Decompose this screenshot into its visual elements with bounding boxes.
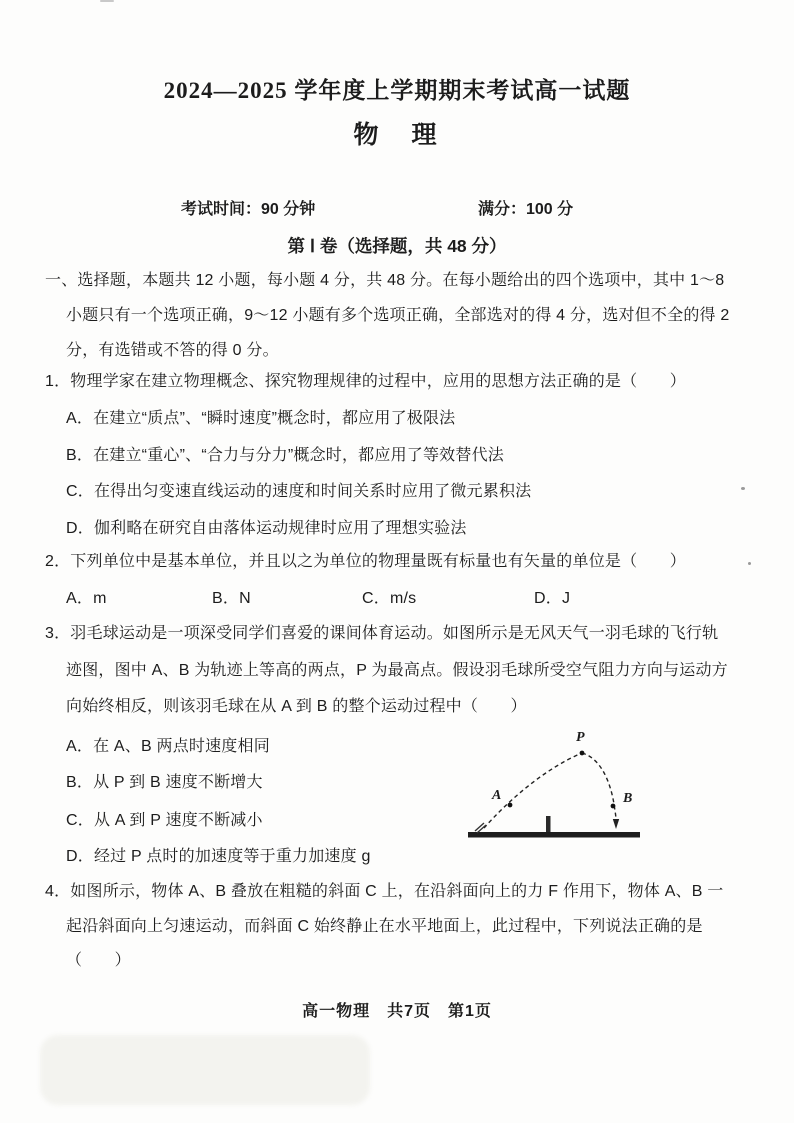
question-1-option-b: B．在建立“重心”、“合力与分力”概念时，都应用了等效替代法 <box>66 447 504 464</box>
question-1-stem: 1．物理学家在建立物理概念、探究物理规律的过程中，应用的思想方法正确的是（ ） <box>45 373 686 390</box>
intro-line: 分，有选错或不答的得 0 分。 <box>66 342 279 359</box>
exam-title: 2024—2025 学年度上学期期末考试高一试题 <box>163 78 631 103</box>
question-2-option-c: C．m/s <box>362 590 417 607</box>
badminton-trajectory-figure <box>460 730 648 849</box>
question-4-stem-line: 起沿斜面向上匀速运动，而斜面 C 始终静止在水平地面上，此过程中，下列说法正确的是 <box>66 918 703 935</box>
question-3-stem-line: 迹图，图中 A、B 为轨迹上等高的两点，P 为最高点。假设羽毛球所受空气阻力方向与运动方 <box>66 662 728 679</box>
intro-line: 小题只有一个选项正确，9～12 小题有多个选项正确，全部选对的得 4 分，选对但不全的得 2 <box>66 307 730 324</box>
question-3-option-a: A．在 A、B 两点时速度相同 <box>66 738 270 755</box>
question-3-option-c: C．从 A 到 P 速度不断减小 <box>66 812 263 829</box>
question-3-option-b: B．从 P 到 B 速度不断增大 <box>66 774 263 791</box>
section-heading: 第 Ⅰ 卷（选择题，共 48 分） <box>287 236 507 256</box>
scan-speck <box>100 0 114 2</box>
question-2-option-a: A．m <box>66 590 107 607</box>
question-4-stem-line: （ ） <box>66 952 131 969</box>
figure-point-b-label: B <box>623 791 633 806</box>
figure-point-p-label: P <box>576 730 585 745</box>
intro-line: 一、选择题，本题共 12 小题，每小题 4 分，共 48 分。在每小题给出的四个选项中，其中 1～8 <box>45 272 725 289</box>
full-score-label: 满分：100 分 <box>478 201 574 218</box>
question-1-option-c: C．在得出匀变速直线运动的速度和时间关系时应用了微元累积法 <box>66 483 532 500</box>
question-3-option-d: D．经过 P 点时的加速度等于重力加速度 g <box>66 848 371 865</box>
trajectory-diagram-icon <box>460 733 648 849</box>
page-footer: 高一物理 共7页 第1页 <box>302 1003 492 1020</box>
question-1-option-a: A．在建立“质点”、“瞬时速度”概念时，都应用了极限法 <box>66 410 456 427</box>
scan-shading <box>40 1035 370 1105</box>
exam-time-label: 考试时间：90 分钟 <box>181 201 316 218</box>
question-3-stem-line: 向始终相反，则该羽毛球在从 A 到 B 的整个运动过程中（ ） <box>66 698 527 715</box>
question-2-option-b: B．N <box>212 590 251 607</box>
scan-speck <box>748 562 751 565</box>
figure-point-a-label: A <box>492 788 502 803</box>
question-3-stem-line: 3．羽毛球运动是一项深受同学们喜爱的课间体育运动。如图所示是无风天气一羽毛球的飞行轨 <box>45 625 719 642</box>
question-2-option-d: D．J <box>534 590 571 607</box>
question-2-stem: 2．下列单位中是基本单位，并且以之为单位的物理量既有标量也有矢量的单位是（ ） <box>45 553 686 570</box>
question-4-stem-line: 4．如图所示，物体 A、B 叠放在粗糙的斜面 C 上，在沿斜面向上的力 F 作用下，物体 A、B 一 <box>45 883 724 900</box>
scan-speck <box>741 487 745 490</box>
question-1-option-d: D．伽利略在研究自由落体运动规律时应用了理想实验法 <box>66 520 467 537</box>
subject-title: 物 理 <box>353 121 441 149</box>
